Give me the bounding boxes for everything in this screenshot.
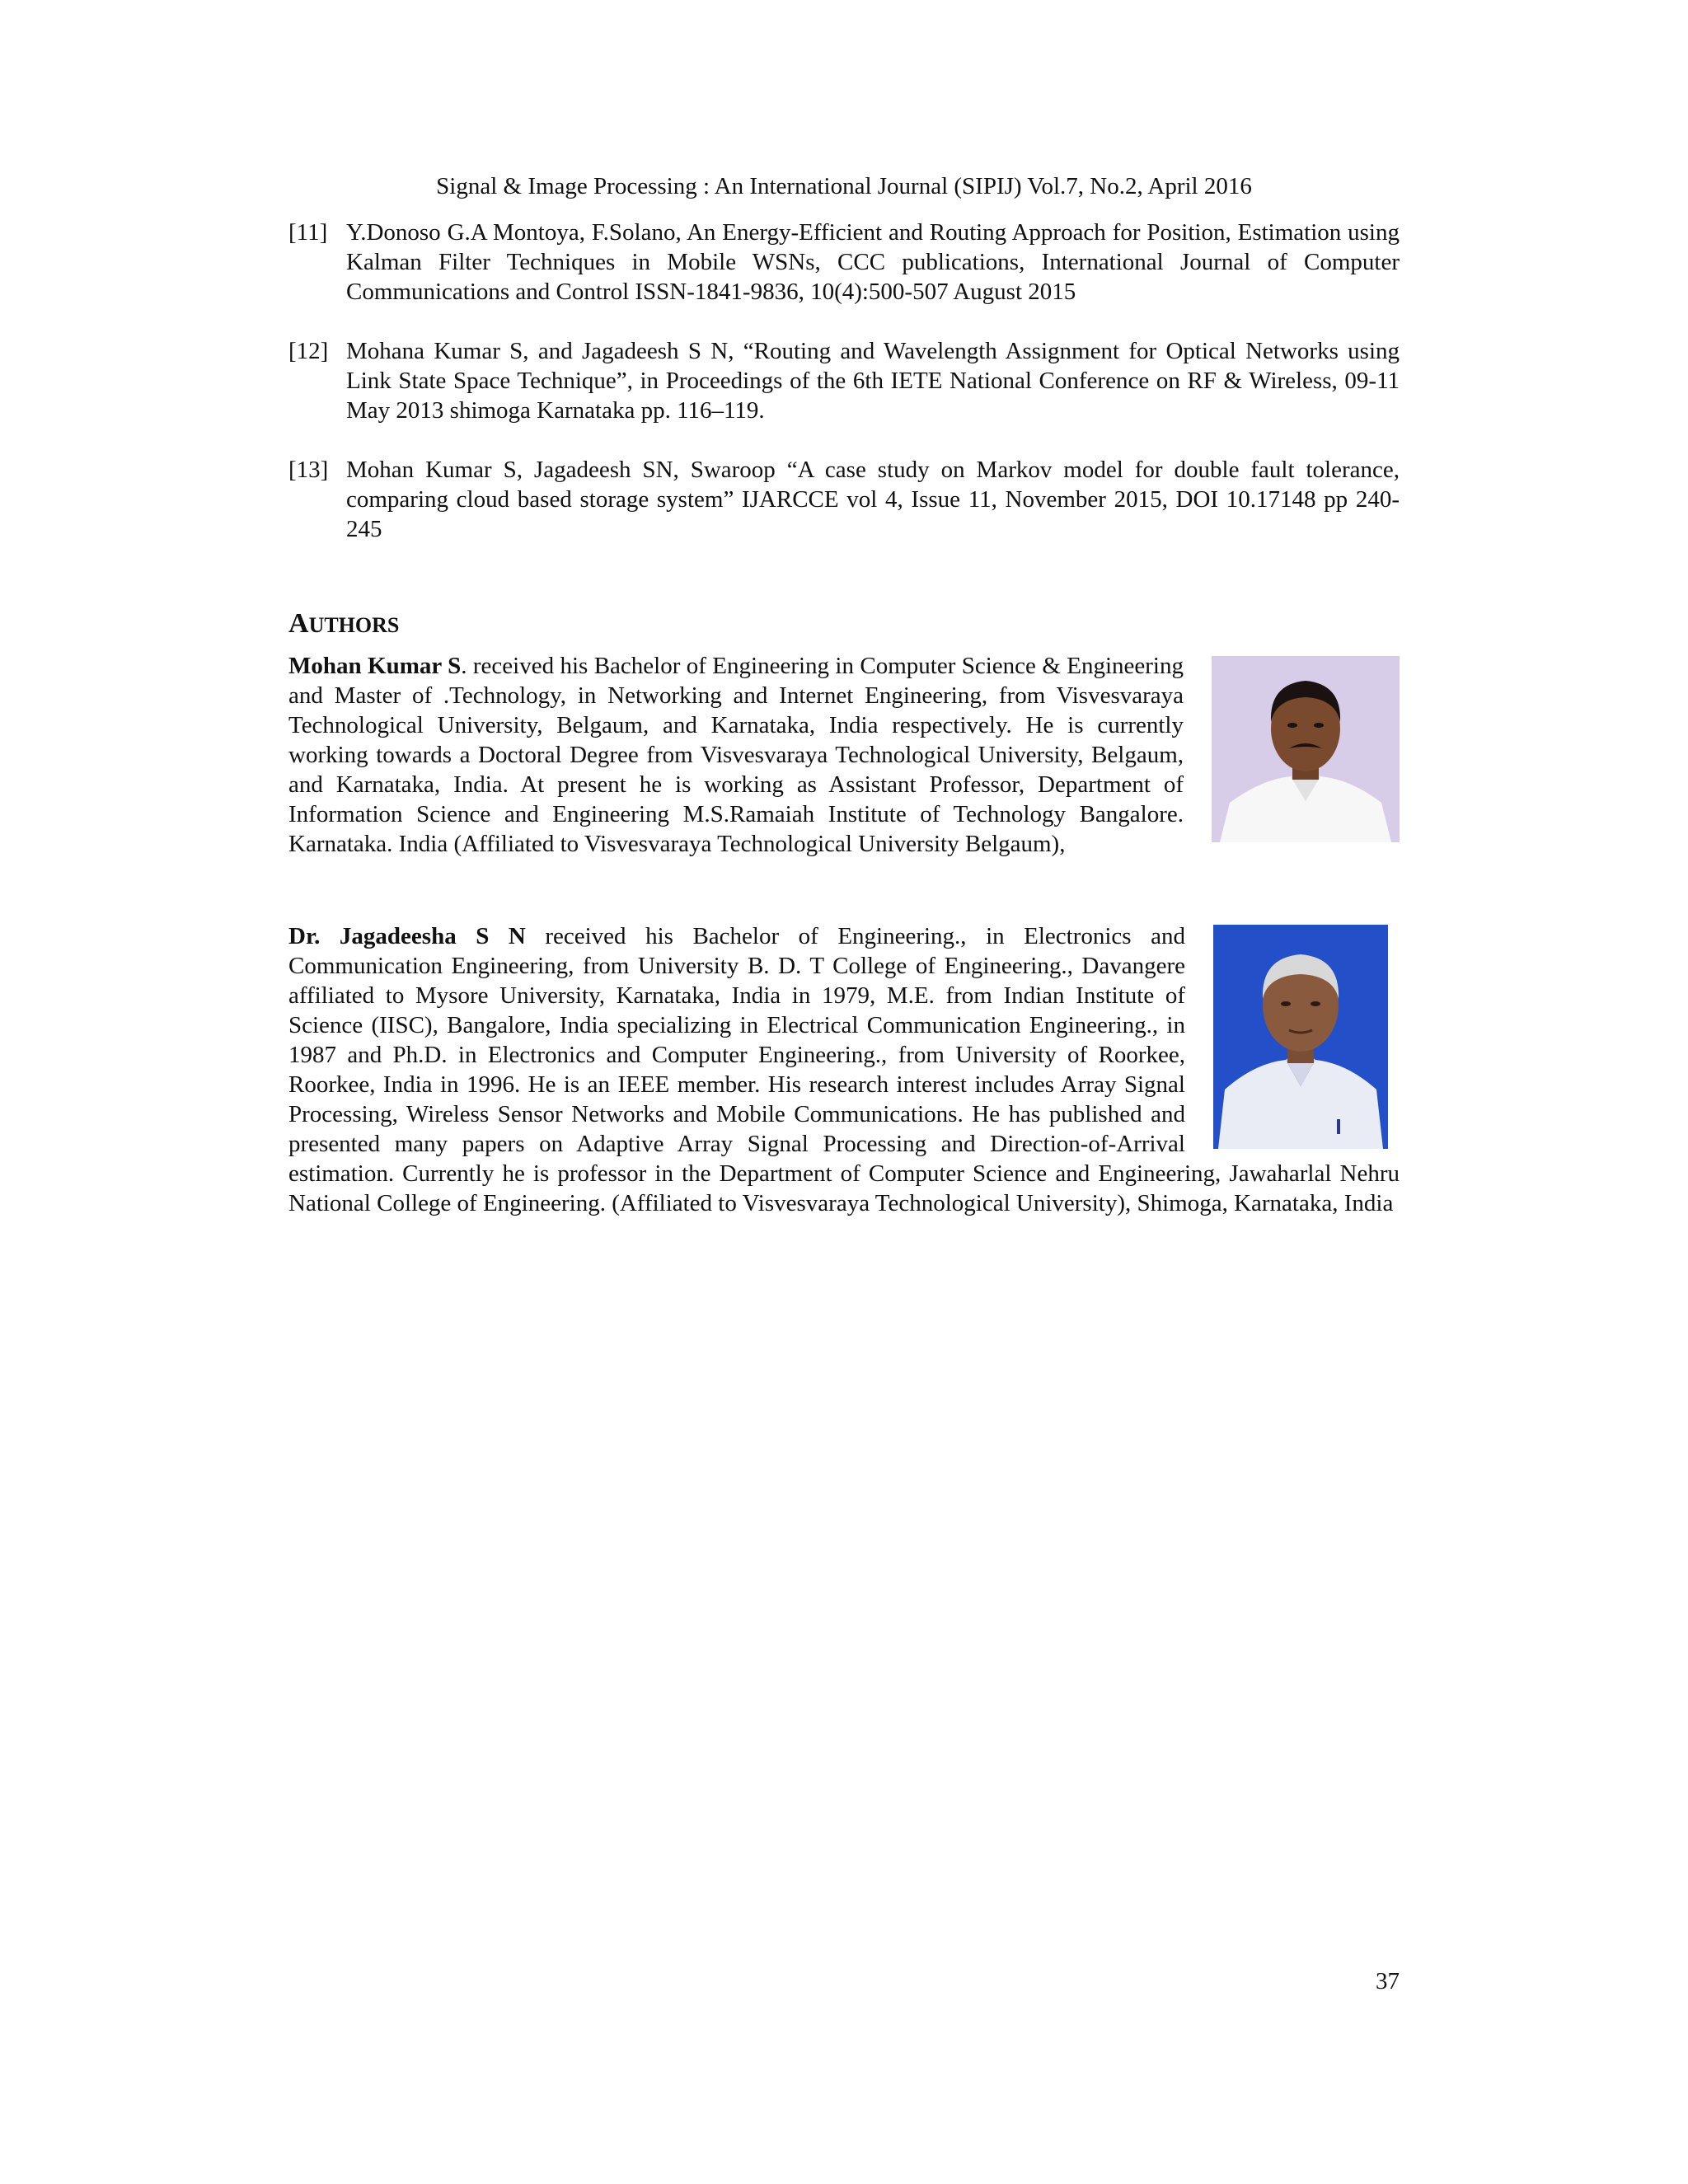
author-name: Dr. Jagadeesha S N bbox=[288, 923, 526, 949]
reference-text: Y.Donoso G.A Montoya, F.Solano, An Energy-Efficient and Routing Approach for Position, Estimation using Kalman Filter Techniques in Mobile WSNs, CCC publications, International Journal of Computer Communications and Control ISSN-1841-9836, 10(4):500-507 August 2015 bbox=[346, 219, 1400, 305]
author-bio bbox=[288, 651, 1400, 859]
reference-number: [13] bbox=[288, 457, 329, 483]
references-list bbox=[288, 218, 1400, 574]
reference-text: Mohan Kumar S, Jagadeesh SN, Swaroop “A case study on Markov model for double fault tolerance, comparing cloud based storage system” IJARCCE vol 4, Issue 11, November 2015, DOI 10.17148 pp 240-245 bbox=[346, 457, 1400, 542]
authors-heading-initial: A bbox=[288, 608, 309, 639]
reference-item bbox=[288, 218, 1400, 307]
author-portrait bbox=[1213, 925, 1388, 1149]
author-name: Mohan Kumar S bbox=[288, 653, 462, 679]
authors-heading bbox=[288, 608, 399, 641]
reference-number: [12] bbox=[288, 338, 329, 364]
author-photo bbox=[1212, 656, 1400, 842]
author-bio-text: received his Bachelor of Engineering., in Electronics and Communication Engineering, from University B. D. T College of Engineering., Davangere affiliated to Mysore University, Karnataka, India in 1979, M.E. from Indian Institute of Science (IISC), Bangalore, India specializing in Electrical Communication Engineering., in 1987 and Ph.D. in Electronics and Computer Engineering., from University of Roorkee, Roorkee, India in 1996. He is an IEEE member. His research interest includes Array Signal Processing, Wireless Sensor Networks and Mobile Communications. He has published and presented many papers on Adaptive Array Signal Processing and Direction-of-Arrival estimation. Currently he is professor in the Department of Computer Science and Engineering, Jawaharlal Nehru National College of Engineering. (Affiliated to Visvesvaraya Technological University), Shimoga, Karnataka, India bbox=[288, 923, 1400, 1216]
author-portrait bbox=[1212, 656, 1400, 842]
portrait-pen bbox=[1337, 1119, 1340, 1134]
running-header: Signal & Image Processing : An International Journal (SIPIJ) Vol.7, No.2, April 2016 bbox=[436, 173, 1252, 199]
reference-number: [11] bbox=[288, 219, 328, 246]
authors-heading-rest: UTHORS bbox=[308, 613, 400, 637]
author-bio bbox=[288, 921, 1400, 1218]
reference-item bbox=[288, 336, 1400, 425]
reference-text: Mohana Kumar S, and Jagadeesh S N, “Routing and Wavelength Assignment for Optical Networks using Link State Space Technique”, in Proceedings of the 6th IETE National Conference on RF & Wireless, 09-11 May 2013 shimoga Karnataka pp. 116–119. bbox=[346, 338, 1400, 424]
portrait-eye-left bbox=[1281, 1001, 1291, 1006]
portrait-eye-right bbox=[1311, 1001, 1320, 1006]
page-number: 37 bbox=[1376, 1968, 1400, 1994]
portrait-eye-right bbox=[1314, 723, 1324, 728]
author-bio-text: . received his Bachelor of Engineering in Computer Science & Engineering and Master of .Technology, in Networking and Internet Engineering, from Visvesvaraya Technological University, Belgaum, and Karnataka, India respectively. He is currently working towards a Doctoral Degree from Visvesvaraya Technological University, Belgaum, and Karnataka, India. At present he is working as Assistant Professor, Department of Information Science and Engineering M.S.Ramaiah Institute of Technology Bangalore. Karnataka. India (Affiliated to Visvesvaraya Technological University Belgaum), bbox=[288, 653, 1184, 857]
portrait-eye-left bbox=[1287, 723, 1297, 728]
reference-item bbox=[288, 455, 1400, 544]
author-photo bbox=[1213, 925, 1388, 1149]
